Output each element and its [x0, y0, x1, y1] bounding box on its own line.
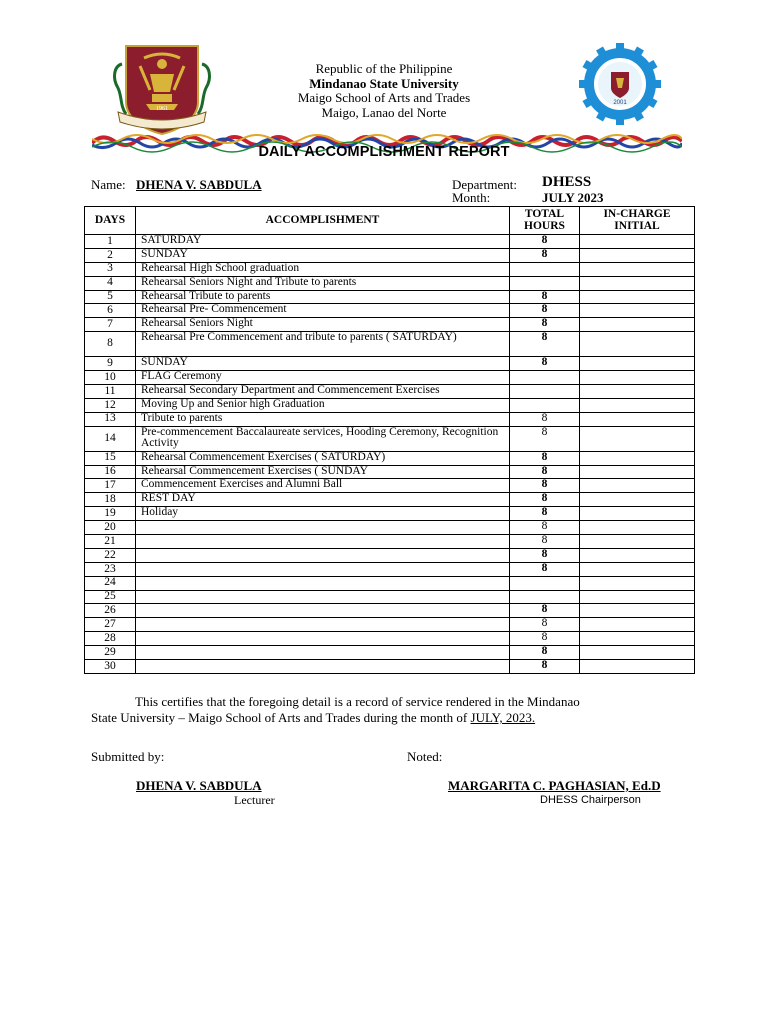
- row-total-hours: 8: [510, 521, 580, 535]
- table-row: [85, 357, 695, 371]
- row-accomplishment: Rehearsal High School graduation: [136, 262, 510, 276]
- row-day: 2: [85, 248, 136, 262]
- row-day: 7: [85, 318, 136, 332]
- row-total-hours: 8: [510, 357, 580, 371]
- submitter-title: Lecturer: [234, 793, 275, 807]
- row-accomplishment: SUNDAY: [136, 248, 510, 262]
- row-total-hours: [510, 262, 580, 276]
- row-in-charge-initial: [580, 562, 695, 576]
- table-row: [85, 618, 695, 632]
- certification-line1: This certifies that the foregoing detail is a record of service rendered in the Mindanao: [135, 694, 580, 709]
- row-accomplishment: [136, 562, 510, 576]
- row-accomplishment: Rehearsal Pre- Commencement: [136, 304, 510, 318]
- department-label: Department:: [452, 177, 517, 192]
- row-total-hours: [510, 371, 580, 385]
- row-accomplishment: [136, 548, 510, 562]
- seal-year: 2001: [613, 100, 627, 106]
- letterhead-school: Maigo School of Arts and Trades: [297, 90, 471, 105]
- row-day: 18: [85, 493, 136, 507]
- table-row: [85, 332, 695, 357]
- row-total-hours: 8: [510, 318, 580, 332]
- table-row: [85, 646, 695, 660]
- row-day: 26: [85, 604, 136, 618]
- table-row: [85, 548, 695, 562]
- row-in-charge-initial: [580, 493, 695, 507]
- row-total-hours: 8: [510, 235, 580, 249]
- row-day: 10: [85, 371, 136, 385]
- table-row: [85, 290, 695, 304]
- row-accomplishment: [136, 590, 510, 604]
- table-row: [85, 632, 695, 646]
- table-row: [85, 318, 695, 332]
- row-accomplishment: [136, 660, 510, 674]
- row-in-charge-initial: [580, 385, 695, 399]
- row-total-hours: [510, 576, 580, 590]
- table-row: [85, 398, 695, 412]
- row-in-charge-initial: [580, 276, 695, 290]
- row-in-charge-initial: [580, 357, 695, 371]
- column-header-days: DAYS: [85, 207, 136, 235]
- row-in-charge-initial: [580, 426, 695, 451]
- certification-month: JULY, 2023.: [470, 710, 536, 725]
- row-in-charge-initial: [580, 604, 695, 618]
- table-row: [85, 304, 695, 318]
- row-day: 16: [85, 465, 136, 479]
- row-day: 13: [85, 412, 136, 426]
- row-day: 23: [85, 562, 136, 576]
- row-accomplishment: SUNDAY: [136, 357, 510, 371]
- table-row: [85, 465, 695, 479]
- row-day: 4: [85, 276, 136, 290]
- row-in-charge-initial: [580, 576, 695, 590]
- crest-year: 1961: [156, 106, 168, 112]
- table-row: [85, 385, 695, 399]
- row-day: 17: [85, 479, 136, 493]
- row-day: 25: [85, 590, 136, 604]
- row-total-hours: 8: [510, 562, 580, 576]
- row-in-charge-initial: [580, 632, 695, 646]
- row-day: 9: [85, 357, 136, 371]
- row-accomplishment: [136, 576, 510, 590]
- row-total-hours: 8: [510, 290, 580, 304]
- column-header-initial-line2: INITIAL: [614, 219, 660, 232]
- certification-text: [91, 694, 691, 726]
- row-day: 15: [85, 451, 136, 465]
- row-total-hours: 8: [510, 548, 580, 562]
- row-day: 22: [85, 548, 136, 562]
- table-row: [85, 576, 695, 590]
- row-day: 5: [85, 290, 136, 304]
- row-in-charge-initial: [580, 451, 695, 465]
- row-total-hours: [510, 276, 580, 290]
- row-day: 8: [85, 332, 136, 357]
- table-row: [85, 262, 695, 276]
- name-value: DHENA V. SABDULA: [136, 177, 262, 192]
- row-total-hours: 8: [510, 632, 580, 646]
- row-total-hours: 8: [510, 304, 580, 318]
- row-in-charge-initial: [580, 660, 695, 674]
- row-in-charge-initial: [580, 618, 695, 632]
- table-row: [85, 535, 695, 549]
- row-total-hours: 8: [510, 604, 580, 618]
- table-row: [85, 521, 695, 535]
- name-label: Name:: [91, 177, 126, 192]
- column-header-total-hours: [510, 207, 580, 235]
- row-accomplishment: [136, 618, 510, 632]
- table-row: [85, 276, 695, 290]
- row-day: 20: [85, 521, 136, 535]
- table-row: [85, 426, 695, 451]
- row-accomplishment: Rehearsal Seniors Night: [136, 318, 510, 332]
- row-accomplishment: SATURDAY: [136, 235, 510, 249]
- row-accomplishment: [136, 535, 510, 549]
- row-in-charge-initial: [580, 262, 695, 276]
- accomplishment-table: [84, 206, 695, 674]
- row-in-charge-initial: [580, 521, 695, 535]
- row-accomplishment: [136, 646, 510, 660]
- msu-crest-logo: [110, 44, 214, 136]
- month-label: Month:: [452, 190, 491, 205]
- row-total-hours: 8: [510, 646, 580, 660]
- msu-mast-seal-logo: [567, 43, 673, 125]
- row-day: 27: [85, 618, 136, 632]
- row-total-hours: [510, 385, 580, 399]
- row-accomplishment: Pre-commencement Baccalaureate services, Hooding Ceremony, Recognition Activity: [136, 426, 510, 451]
- report-title: DAILY ACCOMPLISHMENT REPORT: [258, 144, 510, 160]
- row-in-charge-initial: [580, 235, 695, 249]
- row-in-charge-initial: [580, 479, 695, 493]
- table-row: [85, 235, 695, 249]
- row-day: 28: [85, 632, 136, 646]
- table-row: [85, 590, 695, 604]
- letterhead-address: Maigo, Lanao del Norte: [321, 104, 447, 120]
- column-header-hours-line2: HOURS: [524, 219, 565, 232]
- row-accomplishment: Commencement Exercises and Alumni Ball: [136, 479, 510, 493]
- row-total-hours: 8: [510, 248, 580, 262]
- row-day: 12: [85, 398, 136, 412]
- noter-title: DHESS Chairperson: [540, 794, 641, 806]
- row-in-charge-initial: [580, 398, 695, 412]
- row-day: 29: [85, 646, 136, 660]
- row-day: 14: [85, 426, 136, 451]
- table-row: [85, 493, 695, 507]
- submitter-name: DHENA V. SABDULA: [136, 778, 262, 793]
- table-row: [85, 412, 695, 426]
- row-accomplishment: Moving Up and Senior high Graduation: [136, 398, 510, 412]
- row-accomplishment: REST DAY: [136, 493, 510, 507]
- column-header-in-charge: [580, 207, 695, 235]
- column-header-hours-line1: TOTAL: [524, 208, 565, 220]
- row-total-hours: 8: [510, 618, 580, 632]
- row-day: 21: [85, 535, 136, 549]
- row-in-charge-initial: [580, 590, 695, 604]
- noter-name: MARGARITA C. PAGHASIAN, Ed.D: [448, 778, 661, 793]
- row-day: 6: [85, 304, 136, 318]
- row-accomplishment: Tribute to parents: [136, 412, 510, 426]
- row-accomplishment: Holiday: [136, 507, 510, 521]
- row-in-charge-initial: [580, 248, 695, 262]
- row-total-hours: [510, 590, 580, 604]
- table-row: [85, 479, 695, 493]
- letterhead-republic: Republic of the Philippine: [315, 61, 453, 76]
- submitted-by-label: Submitted by:: [91, 749, 165, 764]
- row-day: 11: [85, 385, 136, 399]
- letterhead-university: Mindanao State University: [309, 75, 459, 91]
- row-accomplishment: Rehearsal Commencement Exercises ( SATURDAY): [136, 451, 510, 465]
- row-accomplishment: FLAG Ceremony: [136, 371, 510, 385]
- row-accomplishment: Rehearsal Seniors Night and Tribute to parents: [136, 276, 510, 290]
- row-total-hours: 8: [510, 451, 580, 465]
- row-in-charge-initial: [580, 304, 695, 318]
- row-accomplishment: Rehearsal Tribute to parents: [136, 290, 510, 304]
- row-in-charge-initial: [580, 332, 695, 357]
- row-total-hours: 8: [510, 493, 580, 507]
- row-in-charge-initial: [580, 507, 695, 521]
- table-row: [85, 248, 695, 262]
- row-in-charge-initial: [580, 548, 695, 562]
- month-value: JULY 2023: [542, 190, 604, 205]
- row-total-hours: 8: [510, 465, 580, 479]
- row-in-charge-initial: [580, 535, 695, 549]
- table-row: [85, 451, 695, 465]
- row-total-hours: 8: [510, 535, 580, 549]
- row-in-charge-initial: [580, 412, 695, 426]
- row-total-hours: 8: [510, 426, 580, 451]
- certification-line2: State University – Maigo School of Arts and Trades during the month of: [91, 710, 468, 725]
- row-day: 19: [85, 507, 136, 521]
- row-in-charge-initial: [580, 290, 695, 304]
- row-total-hours: 8: [510, 660, 580, 674]
- row-total-hours: 8: [510, 479, 580, 493]
- table-row: [85, 371, 695, 385]
- row-accomplishment: Rehearsal Pre Commencement and tribute to parents ( SATURDAY): [136, 332, 510, 357]
- row-day: 1: [85, 235, 136, 249]
- row-day: 24: [85, 576, 136, 590]
- row-in-charge-initial: [580, 646, 695, 660]
- table-row: [85, 562, 695, 576]
- row-in-charge-initial: [580, 318, 695, 332]
- row-day: 3: [85, 262, 136, 276]
- table-row: [85, 660, 695, 674]
- column-header-initial-line1: IN-CHARGE: [603, 208, 671, 220]
- row-total-hours: 8: [510, 507, 580, 521]
- row-in-charge-initial: [580, 465, 695, 479]
- row-accomplishment: Rehearsal Commencement Exercises ( SUNDAY: [136, 465, 510, 479]
- row-accomplishment: [136, 604, 510, 618]
- row-in-charge-initial: [580, 371, 695, 385]
- table-row: [85, 604, 695, 618]
- column-header-accomplishment: ACCOMPLISHMENT: [136, 207, 510, 235]
- letterhead: [250, 62, 518, 120]
- row-day: 30: [85, 660, 136, 674]
- table-body: [85, 235, 695, 674]
- row-accomplishment: [136, 632, 510, 646]
- row-total-hours: 8: [510, 332, 580, 357]
- row-accomplishment: Rehearsal Secondary Department and Commencement Exercises: [136, 385, 510, 399]
- row-total-hours: 8: [510, 412, 580, 426]
- row-accomplishment: [136, 521, 510, 535]
- noted-label: Noted:: [407, 749, 443, 764]
- department-value: DHESS: [542, 174, 592, 190]
- table-row: [85, 507, 695, 521]
- row-total-hours: [510, 398, 580, 412]
